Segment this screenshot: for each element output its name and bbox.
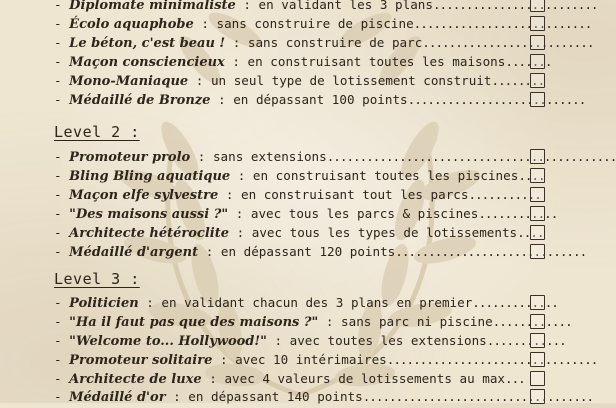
achievement-row: - Promoteur prolo : sans extensions............................................ <box>54 149 616 165</box>
leader-dots: ............ <box>486 333 566 348</box>
achievement-row: - Politicien : en validant chacun des 3 plans en premier............. <box>54 295 558 311</box>
achievement-title: Le béton, c'est beau ! <box>69 36 226 51</box>
achievement-row: - Diplomate minimaliste : en validant les 3 plans......................... <box>54 0 554 15</box>
achievement-condition: : en dépassant 140 points <box>165 389 363 404</box>
achievement-condition: : avec tous les types de lotissements <box>229 225 518 240</box>
achievement-condition: : en validant chacun des 3 plans en premier <box>138 295 473 310</box>
achievement-title: Maçon elfe sylvestre <box>69 188 219 203</box>
achievement-condition: : en construisant toutes les piscines <box>230 168 519 183</box>
achievement-checkbox[interactable] <box>530 206 545 221</box>
achievement-checkbox[interactable] <box>530 35 545 50</box>
achievement-title: "Ha il faut pas que des maisons ?" <box>69 315 319 330</box>
achievement-title: Médaillé d'or <box>69 390 166 405</box>
achievement-checkbox[interactable] <box>530 314 545 329</box>
achievement-title: Bling Bling aquatique <box>69 169 231 184</box>
leader-dots: ........................... <box>407 92 586 107</box>
achievement-title: "Welcome to... Hollywood!" <box>69 334 267 349</box>
achievement-condition: : sans parc ni piscine <box>318 314 493 329</box>
achievement-row: - Architecte hétéroclite : avec tous les types de lotissements.... <box>54 225 544 241</box>
achievement-title: Politicien <box>69 296 139 311</box>
achievement-checkbox[interactable] <box>530 149 545 164</box>
achievement-checkbox[interactable] <box>530 225 545 240</box>
achievement-title: Médaillé d'argent <box>69 245 199 260</box>
achievement-checkbox[interactable] <box>530 333 545 348</box>
achievement-checkbox[interactable] <box>530 352 545 367</box>
achievement-condition: : en validant les 3 plans <box>235 0 433 12</box>
achievement-row: - Bling Bling aquatique : en construisant toutes les piscines.... <box>54 168 545 184</box>
achievement-condition: : sans construire de piscine <box>193 16 414 31</box>
achievement-row: - "Ha il faut pas que des maisons ?" : sans parc ni piscine............ <box>54 314 572 330</box>
achievement-row: - "Welcome to... Hollywood!" : avec toutes les extensions............ <box>54 333 566 349</box>
achievement-row: - Promoteur solitaire : avec 10 intérimaires................................ <box>54 352 598 368</box>
level-2-heading: Level 2 : <box>54 123 140 141</box>
achievement-checkbox[interactable] <box>530 54 545 69</box>
leader-dots: .... <box>517 225 544 240</box>
achievement-checkbox[interactable] <box>530 16 545 31</box>
leader-dots: ........ <box>491 73 545 88</box>
level-3-heading: Level 3 : <box>54 270 140 288</box>
leader-dots: ................................ <box>386 352 598 367</box>
achievement-condition: : avec toutes les extensions <box>266 333 487 348</box>
achievement-condition: : sans extensions <box>190 149 327 164</box>
achievement-checkbox[interactable] <box>530 92 545 107</box>
achievement-row: - Architecte de luxe : avec 4 valeurs de lotissements au max... <box>54 369 554 389</box>
achievement-title: Mono-Maniaque <box>69 74 189 89</box>
achievement-checkbox[interactable] <box>530 244 545 259</box>
leader-dots: .......................... <box>422 35 594 50</box>
achievement-checkbox[interactable] <box>530 73 545 88</box>
achievement-row: - Médaillé d'argent : en dépassant 120 points............................. <box>54 244 587 260</box>
leader-dots: ........... <box>468 187 541 202</box>
leader-dots: ............................. <box>395 244 587 259</box>
achievement-condition: : avec 4 valeurs de lotissements au max <box>201 371 506 386</box>
leader-dots: .... <box>518 168 545 183</box>
achievement-condition: : avec tous les parcs & piscines <box>228 206 479 221</box>
achievement-checkbox[interactable] <box>530 371 545 386</box>
achievement-title: Promoteur solitaire <box>69 353 213 368</box>
leader-dots: ............ <box>492 314 572 329</box>
achievement-row: - Mono-Maniaque : un seul type de lotissement construit........ <box>54 73 545 89</box>
achievement-title: Médaillé de Bronze <box>69 93 211 108</box>
achievement-title: Promoteur prolo <box>69 150 191 165</box>
achievement-checkbox[interactable] <box>530 295 545 310</box>
achievement-checkbox[interactable] <box>530 389 545 404</box>
leader-dots: ....... <box>505 54 552 69</box>
achievement-condition: : sans construire de parc <box>225 35 423 50</box>
achievement-condition: : un seul type de lotissement construit <box>188 73 492 88</box>
leader-dots: ........................... <box>413 16 592 31</box>
achievement-title: Diplomate minimaliste <box>69 0 236 13</box>
leader-dots: ......................... <box>432 0 598 12</box>
leader-dots: ... <box>505 371 525 386</box>
achievement-row: - Maçon consciencieux : en construisant toutes les maisons....... <box>54 54 552 70</box>
achievement-checkbox[interactable] <box>530 187 545 202</box>
achievement-title: Maçon consciencieux <box>69 55 225 70</box>
achievement-condition: : avec 10 intérimaires <box>212 352 387 367</box>
achievement-row: - Écolo aquaphobe : sans construire de piscine........................... <box>54 16 592 32</box>
achievement-row: - Médaillé d'or : en dépassant 140 points................................... <box>54 389 594 405</box>
achievement-checkbox[interactable] <box>530 168 545 183</box>
achievement-row: - Le béton, c'est beau ! : sans construire de parc.......................... <box>54 35 594 51</box>
achievement-condition: : en dépassant 100 points <box>210 92 408 107</box>
leader-dots: ................................... <box>362 389 594 404</box>
achievement-row: - Maçon elfe sylvestre : en construisant tout les parcs........... <box>54 185 554 205</box>
leader-dots: ............. <box>472 295 558 310</box>
leader-dots: ............................................ <box>326 149 616 164</box>
achievement-row: - Médaillé de Bronze : en dépassant 100 points........................... <box>54 92 586 108</box>
achievement-condition: : en construisant toutes les maisons <box>224 54 506 69</box>
achievement-checkbox[interactable] <box>530 0 545 12</box>
achievement-row: - "Des maisons aussi ?" : avec tous les parcs & piscines............ <box>54 206 558 222</box>
achievement-title: Architecte hétéroclite <box>69 226 229 241</box>
achievement-condition: : en dépassant 120 points <box>198 244 396 259</box>
leader-dots: ............ <box>478 206 558 221</box>
achievement-title: "Des maisons aussi ?" <box>69 207 229 222</box>
achievement-title: Écolo aquaphobe <box>69 17 194 32</box>
achievement-condition: : en construisant tout les parcs <box>218 187 469 202</box>
achievement-title: Architecte de luxe <box>69 372 202 387</box>
